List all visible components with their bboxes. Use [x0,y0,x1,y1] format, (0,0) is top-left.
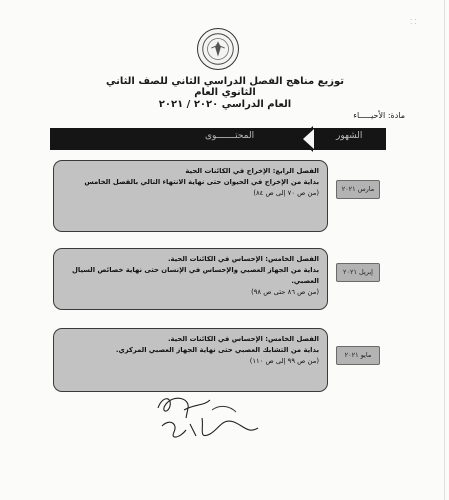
content-box-april [53,248,328,310]
page-edge [444,0,445,500]
chapter-description: بداية من الجهاز العصبي والإحساس في الإنسان حتى نهاية خصائص السيال العصبي. [72,265,319,285]
chapter-title: الفصل الخامس: الإحساس في الكائنات الحية. [167,335,319,343]
page-range: (من ص ٧٠ إلى ص ٨٤) [253,188,319,197]
content-box-march [53,160,328,232]
academic-year: العام الدراسي ٢٠٢٠ / ٢٠٢١ [158,99,292,110]
month-label-march: مارس ٢٠٢١ [336,180,380,199]
header-divider-arrow-inner [303,129,314,149]
month-label-may: مايو ٢٠٢١ [336,346,380,365]
scan-mark: ⁚ ⁚ [410,18,417,26]
chapter-title: الفصل الرابع: الإخراج في الكائنات الحية [185,167,319,175]
content-column-header: المحتـــــــوى [205,131,255,141]
subject-label: مادة: الأحيـــــاء [353,111,405,120]
months-column-header: الشهور [336,131,363,141]
document-title: توزيع مناهج الفصل الدراسي الثاني للصف الثاني الثانوي العام [105,76,345,98]
month-label-april: إبريل ٢٠٢١ [336,263,380,282]
page-range: (من ص ٩٩ إلى ص ١١٠) [249,356,319,365]
page-range: (من ص ٨٦ حتى ص ٩٨) [251,287,319,296]
chapter-description: بداية من الإخراج في الحيوان حتى نهاية الانتهاء التالي بالفصل الخامس [84,177,319,186]
content-box-may [53,328,328,392]
chapter-title: الفصل الخامس: الإحساس في الكائنات الحية. [167,255,319,263]
chapter-description: بداية من التشابك العصبي حتى نهاية الجهاز العصبي المركزي. [115,345,319,354]
ministry-seal-icon [197,28,239,70]
handwritten-signature [150,388,270,448]
